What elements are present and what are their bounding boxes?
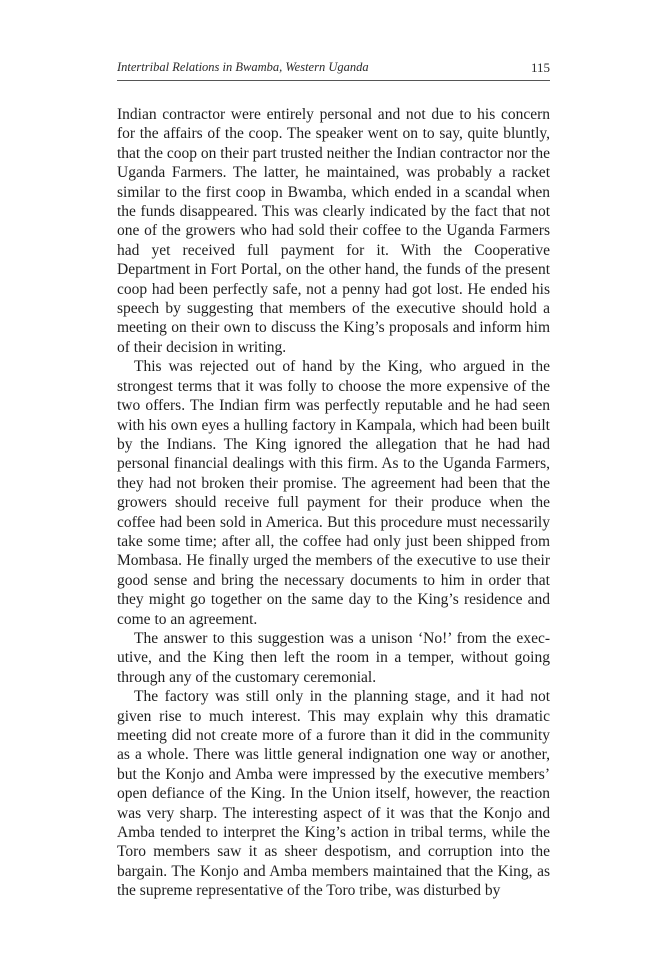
paragraph: Indian contractor were entirely personal and not due to his concern for the affairs of the coop. The speaker went on to say, quite bluntly, that the coop on their part trusted neither the Indian contractor nor the Uganda Farmers. The latter, he maintained, was probably a racket similar to the first coop in Bwamba, which ended in a scandal when the funds disappeared. This was clearly indicated by the fact that not one of the growers who had sold their coffee to the Uganda Farmers had yet received full payment for it. With the Cooperative Department in Fort Portal, on the other hand, the funds of the present coop had been perfectly safe, not a penny had got lost. He ended his speech by suggesting that members of the executive should hold a meeting on their own to discuss the King’s proposals and inform him of their decision in writing. bbox=[117, 106, 550, 356]
paragraph: The answer to this suggestion was a unison ‘No!’ from the executive, and the King then left the room in a temper, without going through any of the customary ceremonial. bbox=[117, 629, 550, 686]
running-title: Intertribal Relations in Bwamba, Western Uganda bbox=[117, 60, 369, 74]
page-number: 115 bbox=[530, 60, 550, 75]
paragraph: The factory was still only in the planning stage, and it had not given rise to much interest. This may explain why this dramatic meeting did not create more of a furore than it did in the community as a whole. There was little general indignation one way or another, but the Konjo and Amba were impressed by the executive members’ open defiance of the King. In the Union itself, however, the reaction was very sharp. The interesting aspect of it was that the Konjo and Amba tended to interpret the King’s action in tribal terms, while the Toro members saw it as sheer despotism, and corruption into the bargain. The Konjo and Amba members maintained that the King, as the supreme representative of the Toro tribe, was disturbed by bbox=[117, 688, 550, 900]
running-head bbox=[117, 58, 550, 81]
paragraph: This was rejected out of hand by the King, who argued in the strongest terms that it was folly to choose the more expensive of the two offers. The Indian firm was perfectly reputable and he had seen with his own eyes a hulling factory in Kampala, which had been built by the Indians. The King ignored the allegation that he had had personal financial dealings with this firm. As to the Uganda Farmers, they had not broken their promise. The agreement had been that the growers should receive full payment for their produce when the coffee had been sold in America. But this procedure must necessarily take some time; after all, the coffee had only just been shipped from Mombasa. He finally urged the members of the executive to use their good sense and bring the necessary documents to him in order that they might go together on the same day to the King’s residence and come to an agreement. bbox=[117, 358, 550, 628]
body-text bbox=[117, 105, 550, 901]
